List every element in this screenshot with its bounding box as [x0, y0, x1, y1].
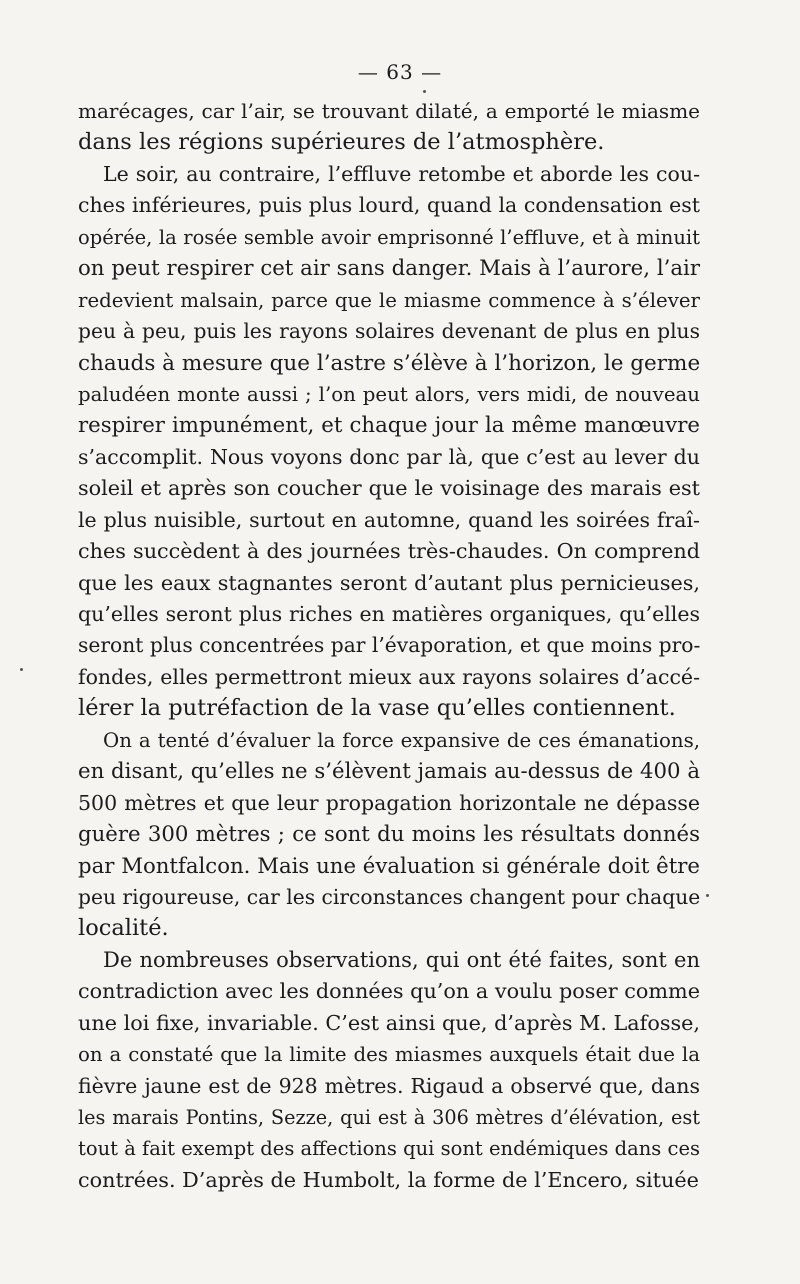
text-line: respirer impunément, et chaque jour la même manœuvre — [78, 413, 700, 439]
body-text — [78, 96, 700, 1196]
print-speck — [20, 668, 23, 671]
text-line: seront plus concentrées par l’évaporation, et que moins pro- — [78, 633, 701, 658]
text-line: contradiction avec les données qu’on a voulu poser comme — [78, 979, 700, 1004]
text-line: par Montfalcon. Mais une évaluation si générale doit être — [78, 853, 700, 879]
text-line: on peut respirer cet air sans danger. Mais à l’aurore, l’air — [78, 256, 700, 282]
text-line: opérée, la rosée semble avoir emprisonné l’effluve, et à minuit — [78, 225, 700, 249]
text-line: peu rigoureuse, car les circonstances changent pour chaque — [78, 884, 701, 909]
text-line: redevient malsain, parce que le miasme commence à s’élever — [78, 288, 700, 312]
text-line: lérer la putréfaction de la vase qu’elles contiennent. — [78, 695, 676, 722]
text-line: fondes, elles permettront mieux aux rayons solaires d’accé- — [78, 664, 700, 689]
text-line: contrées. D’après de Humbolt, la forme de l’Encero, située — [78, 1167, 699, 1192]
text-line: chauds à mesure que l’astre s’élève à l’horizon, le germe — [78, 350, 701, 376]
text-line: 500 mètres et que leur propagation horizontale ne dépasse — [78, 790, 700, 815]
print-speck — [423, 90, 426, 93]
text-line: peu à peu, puis les rayons solaires devenant de plus en plus — [78, 319, 700, 344]
text-line: ches inférieures, puis plus lourd, quand la condensation est — [78, 193, 700, 218]
text-line: soleil et après son coucher que le voisinage des marais est — [78, 476, 700, 501]
paragraph-first-line: Le soir, au contraire, l’effluve retombe et aborde les cou- — [103, 161, 700, 186]
text-line: marécages, car l’air, se trouvant dilaté, a emporté le miasme — [78, 99, 700, 123]
text-line: on a constaté que la limite des miasmes auxquels était due la — [78, 1043, 700, 1067]
text-line: le plus nuisible, surtout en automne, quand les soirées fraî- — [78, 507, 700, 532]
text-line: paludéen monte aussi ; l’on peut alors, vers midi, de nouveau — [78, 382, 700, 406]
text-line: qu’elles seront plus riches en matières organiques, qu’elles — [78, 602, 700, 626]
text-line: que les eaux stagnantes seront d’autant plus pernicieuses, — [78, 570, 700, 595]
text-line: dans les régions supérieures de l’atmosphère. — [78, 129, 605, 156]
text-line: guère 300 mètres ; ce sont du moins les résultats donnés — [78, 822, 700, 848]
text-line: les marais Pontins, Sezze, qui est à 306 mètres d’élévation, est — [78, 1106, 700, 1129]
text-line: une loi fixe, invariable. C’est ainsi que, d’après M. Lafosse, — [78, 1010, 701, 1035]
text-line: fièvre jaune est de 928 mètres. Rigaud a observé que, dans — [78, 1073, 700, 1098]
text-line: en disant, qu’elles ne s’élèvent jamais au-dessus de 400 à — [78, 759, 700, 785]
text-line: localité. — [78, 915, 169, 942]
text-line: s’accomplit. Nous voyons donc par là, que c’est au lever du — [78, 444, 700, 469]
paragraph-first-line: De nombreuses observations, qui ont été faites, sont en — [103, 947, 700, 972]
page-number: — 63 — — [357, 60, 443, 84]
text-line: tout à fait exempt des affections qui sont endémiques dans ces — [78, 1137, 700, 1161]
paragraph-first-line: On a tenté d’évaluer la force expansive de ces émanations, — [103, 728, 700, 752]
print-speck — [706, 894, 709, 897]
text-line: ches succèdent à des journées très-chaudes. On comprend — [78, 539, 700, 564]
